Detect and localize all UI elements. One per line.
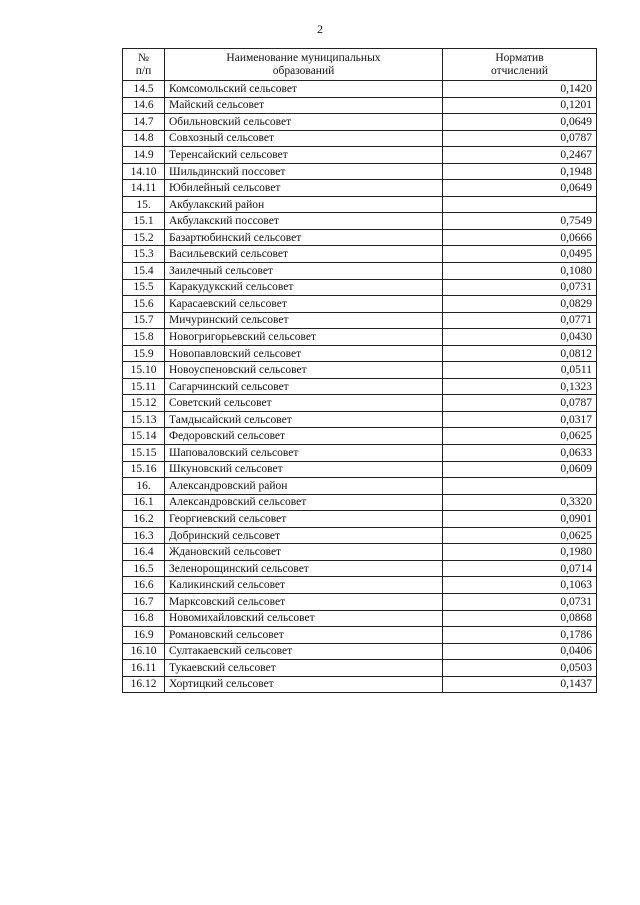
table-row xyxy=(123,229,597,246)
table-row xyxy=(123,593,597,610)
table-row xyxy=(123,494,597,511)
municipality-name-cell: Шкуновский сельсовет xyxy=(165,461,443,478)
table-row xyxy=(123,296,597,313)
norm-value-cell: 0,0511 xyxy=(443,362,597,379)
table-row xyxy=(123,362,597,379)
municipality-name-cell: Новоуспеновский сельсовет xyxy=(165,362,443,379)
norm-value-cell: 0,0731 xyxy=(443,593,597,610)
row-number-cell: 15.9 xyxy=(123,345,165,362)
row-number-cell: 15.14 xyxy=(123,428,165,445)
norm-value-cell: 0,1786 xyxy=(443,627,597,644)
norm-value-cell: 0,0666 xyxy=(443,229,597,246)
deduction-norms-table xyxy=(122,48,597,693)
municipality-name-cell: Георгиевский сельсовет xyxy=(165,511,443,528)
municipality-name-cell: Акбулакский поссовет xyxy=(165,213,443,230)
district-heading-row xyxy=(123,478,597,495)
table-row xyxy=(123,445,597,462)
norm-value-cell: 0,0430 xyxy=(443,329,597,346)
row-number-cell: 16.8 xyxy=(123,610,165,627)
header-value-line2: отчислений xyxy=(491,64,548,77)
row-number-cell: 16.4 xyxy=(123,544,165,561)
norm-value-cell: 0,7549 xyxy=(443,213,597,230)
norm-value-cell: 0,0787 xyxy=(443,130,597,147)
norm-value-cell: 0,0625 xyxy=(443,527,597,544)
district-heading-row xyxy=(123,196,597,213)
header-municipality-name xyxy=(165,49,443,81)
row-number-cell: 14.7 xyxy=(123,114,165,131)
municipality-name-cell: Советский сельсовет xyxy=(165,395,443,412)
municipality-name-cell: Александровский сельсовет xyxy=(165,494,443,511)
table-row xyxy=(123,147,597,164)
norm-value-cell: 0,0868 xyxy=(443,610,597,627)
row-number-cell: 16.9 xyxy=(123,627,165,644)
municipality-name-cell: Совхозный сельсовет xyxy=(165,130,443,147)
municipality-name-cell: Сагарчинский сельсовет xyxy=(165,378,443,395)
norm-value-cell: 0,0317 xyxy=(443,411,597,428)
table-row xyxy=(123,461,597,478)
table-row xyxy=(123,130,597,147)
municipality-name-cell: Романовский сельсовет xyxy=(165,627,443,644)
municipality-name-cell: Хортицкий сельсовет xyxy=(165,676,443,693)
norm-value-cell: 0,1080 xyxy=(443,263,597,280)
row-number-cell: 16.1 xyxy=(123,494,165,511)
norm-value-cell: 0,0787 xyxy=(443,395,597,412)
table-row xyxy=(123,428,597,445)
row-number-cell: 15.10 xyxy=(123,362,165,379)
header-number-line2: п/п xyxy=(135,64,152,77)
norm-value-cell: 0,0633 xyxy=(443,445,597,462)
row-number-cell: 16. xyxy=(123,478,165,495)
header-number xyxy=(123,49,165,81)
municipality-name-cell: Ждановский сельсовет xyxy=(165,544,443,561)
row-number-cell: 15.7 xyxy=(123,312,165,329)
municipality-name-cell: Новомихайловский сельсовет xyxy=(165,610,443,627)
table-row xyxy=(123,660,597,677)
norm-value-cell: 0,1948 xyxy=(443,163,597,180)
table-row xyxy=(123,312,597,329)
row-number-cell: 14.6 xyxy=(123,97,165,114)
row-number-cell: 16.12 xyxy=(123,676,165,693)
table-row xyxy=(123,378,597,395)
row-number-cell: 15.4 xyxy=(123,263,165,280)
norm-value-cell: 0,0649 xyxy=(443,180,597,197)
table-row xyxy=(123,263,597,280)
municipality-name-cell: Шаповаловский сельсовет xyxy=(165,445,443,462)
municipality-name-cell: Заилечный сельсовет xyxy=(165,263,443,280)
table-row xyxy=(123,395,597,412)
norm-value-cell: 0,0503 xyxy=(443,660,597,677)
row-number-cell: 15.15 xyxy=(123,445,165,462)
row-number-cell: 16.10 xyxy=(123,643,165,660)
norm-value-cell xyxy=(443,478,597,495)
norm-value-cell: 0,0406 xyxy=(443,643,597,660)
municipality-name-cell: Обильновский сельсовет xyxy=(165,114,443,131)
page-number: 2 xyxy=(317,22,323,36)
table-row xyxy=(123,114,597,131)
norm-value-cell: 0,1063 xyxy=(443,577,597,594)
row-number-cell: 15.6 xyxy=(123,296,165,313)
table-row xyxy=(123,81,597,98)
norm-value-cell: 0,0649 xyxy=(443,114,597,131)
table-row xyxy=(123,511,597,528)
table-row xyxy=(123,329,597,346)
header-number-line1: № xyxy=(138,51,149,64)
row-number-cell: 14.11 xyxy=(123,180,165,197)
table-row xyxy=(123,610,597,627)
table-row xyxy=(123,213,597,230)
norm-value-cell: 0,0714 xyxy=(443,560,597,577)
row-number-cell: 15.3 xyxy=(123,246,165,263)
norm-value-cell: 0,0731 xyxy=(443,279,597,296)
row-number-cell: 15. xyxy=(123,196,165,213)
municipality-name-cell: Мичуринский сельсовет xyxy=(165,312,443,329)
table-row xyxy=(123,180,597,197)
row-number-cell: 16.3 xyxy=(123,527,165,544)
table-row xyxy=(123,577,597,594)
norm-value-cell: 0,0495 xyxy=(443,246,597,263)
table-row xyxy=(123,643,597,660)
row-number-cell: 15.2 xyxy=(123,229,165,246)
table-row xyxy=(123,246,597,263)
row-number-cell: 15.16 xyxy=(123,461,165,478)
row-number-cell: 16.6 xyxy=(123,577,165,594)
table-row xyxy=(123,627,597,644)
row-number-cell: 16.11 xyxy=(123,660,165,677)
table-row xyxy=(123,345,597,362)
municipality-name-cell: Тамдысайский сельсовет xyxy=(165,411,443,428)
table-row xyxy=(123,560,597,577)
municipality-name-cell: Зеленорощинский сельсовет xyxy=(165,560,443,577)
municipality-name-cell: Шильдинский поссовет xyxy=(165,163,443,180)
municipality-name-cell: Тукаевский сельсовет xyxy=(165,660,443,677)
row-number-cell: 14.8 xyxy=(123,130,165,147)
norm-value-cell: 0,0625 xyxy=(443,428,597,445)
row-number-cell: 14.10 xyxy=(123,163,165,180)
municipality-name-cell: Александровский район xyxy=(165,478,443,495)
row-number-cell: 16.2 xyxy=(123,511,165,528)
header-deduction-norm xyxy=(443,49,597,81)
table-row xyxy=(123,279,597,296)
norm-value-cell: 0,2467 xyxy=(443,147,597,164)
header-name-line2: образований xyxy=(272,64,335,77)
row-number-cell: 16.5 xyxy=(123,560,165,577)
municipality-name-cell: Султакаевский сельсовет xyxy=(165,643,443,660)
municipality-name-cell: Федоровский сельсовет xyxy=(165,428,443,445)
row-number-cell: 15.11 xyxy=(123,378,165,395)
municipality-name-cell: Каракудукский сельсовет xyxy=(165,279,443,296)
norm-value-cell: 0,0609 xyxy=(443,461,597,478)
municipality-name-cell: Новогригорьевский сельсовет xyxy=(165,329,443,346)
norm-value-cell: 0,1420 xyxy=(443,81,597,98)
row-number-cell: 15.5 xyxy=(123,279,165,296)
norm-value-cell: 0,0829 xyxy=(443,296,597,313)
municipality-name-cell: Базартюбинский сельсовет xyxy=(165,229,443,246)
municipality-name-cell: Майский сельсовет xyxy=(165,97,443,114)
header-value-line1: Норматив xyxy=(495,51,544,64)
table-header-row xyxy=(123,49,597,81)
municipality-name-cell: Каликинский сельсовет xyxy=(165,577,443,594)
norm-value-cell: 0,1437 xyxy=(443,676,597,693)
norm-value-cell: 0,1201 xyxy=(443,97,597,114)
norm-value-cell xyxy=(443,196,597,213)
norm-value-cell: 0,0812 xyxy=(443,345,597,362)
norm-value-cell: 0,0901 xyxy=(443,511,597,528)
row-number-cell: 15.1 xyxy=(123,213,165,230)
municipality-name-cell: Акбулакский район xyxy=(165,196,443,213)
municipality-name-cell: Марксовский сельсовет xyxy=(165,593,443,610)
table-row xyxy=(123,163,597,180)
row-number-cell: 15.8 xyxy=(123,329,165,346)
municipality-name-cell: Юбилейный сельсовет xyxy=(165,180,443,197)
municipality-name-cell: Васильевский сельсовет xyxy=(165,246,443,263)
municipality-name-cell: Карасаевский сельсовет xyxy=(165,296,443,313)
row-number-cell: 16.7 xyxy=(123,593,165,610)
table-row xyxy=(123,97,597,114)
table-row xyxy=(123,527,597,544)
norm-value-cell: 0,3320 xyxy=(443,494,597,511)
row-number-cell: 14.9 xyxy=(123,147,165,164)
table-row xyxy=(123,411,597,428)
row-number-cell: 15.13 xyxy=(123,411,165,428)
norm-value-cell: 0,1980 xyxy=(443,544,597,561)
norm-value-cell: 0,1323 xyxy=(443,378,597,395)
municipality-name-cell: Новопавловский сельсовет xyxy=(165,345,443,362)
municipality-name-cell: Теренсайский сельсовет xyxy=(165,147,443,164)
row-number-cell: 14.5 xyxy=(123,81,165,98)
row-number-cell: 15.12 xyxy=(123,395,165,412)
header-name-line1: Наименование муниципальных xyxy=(226,51,381,64)
table-row xyxy=(123,544,597,561)
table-body xyxy=(123,81,597,693)
norm-value-cell: 0,0771 xyxy=(443,312,597,329)
table-row xyxy=(123,676,597,693)
municipality-name-cell: Комсомольский сельсовет xyxy=(165,81,443,98)
municipality-name-cell: Добринский сельсовет xyxy=(165,527,443,544)
